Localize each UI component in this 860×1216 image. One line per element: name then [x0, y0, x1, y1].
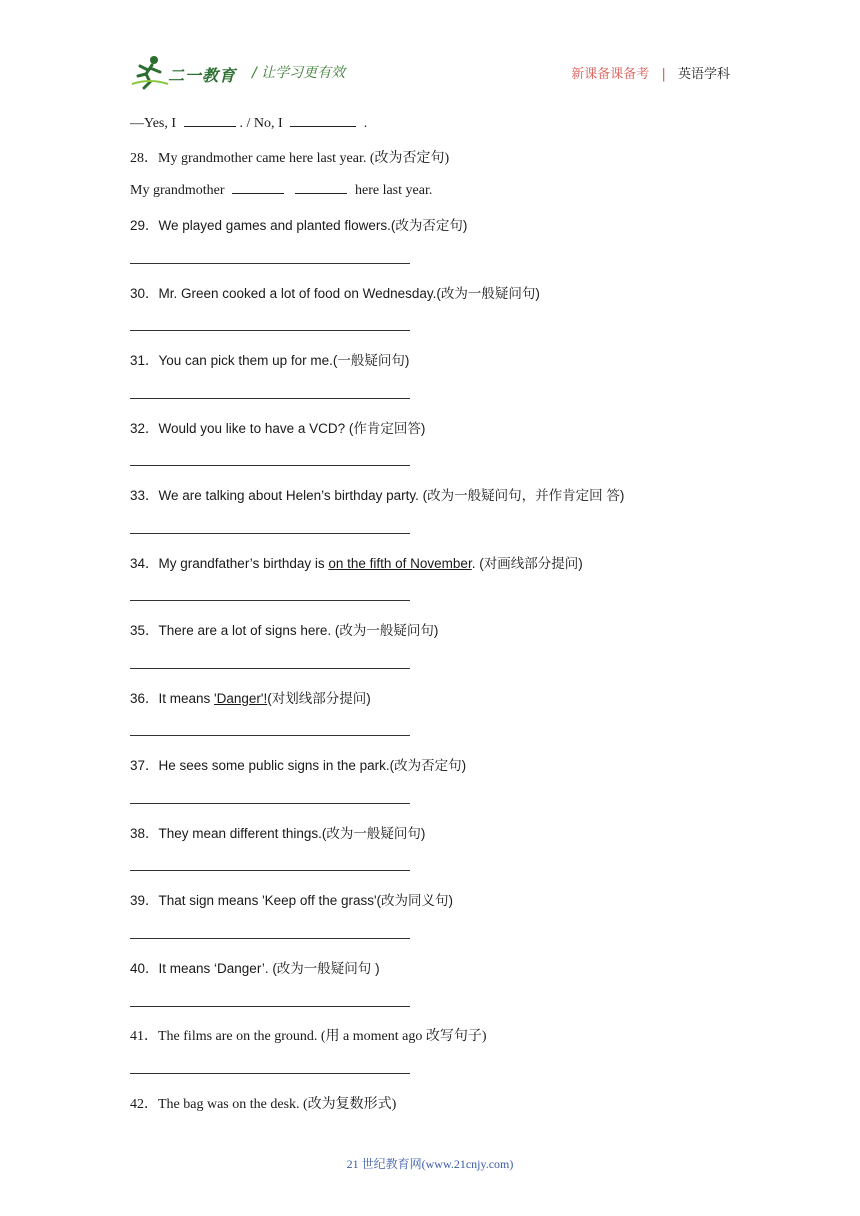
answer-line[interactable] — [130, 870, 410, 871]
answer-line[interactable] — [130, 803, 410, 804]
question-34 — [130, 552, 583, 572]
fill-blank[interactable] — [295, 181, 347, 194]
fill-blank[interactable] — [184, 114, 236, 127]
text-fragment: 34．My grandfather’s birthday is — [130, 556, 329, 571]
question-30: 30．Mr. Green cooked a lot of food on Wednesday.(改为一般疑问句) — [130, 286, 540, 301]
question-35: 35．There are a lot of signs here. (改为一般疑问句) — [130, 623, 439, 638]
text-fragment: . (对画线部分提问) — [471, 556, 583, 571]
question-31: 31．You can pick them up for me.(一般疑问句) — [130, 353, 410, 368]
text-fragment: —Yes, I — [130, 116, 177, 131]
text-fragment: My grandmother — [130, 183, 225, 198]
text-fragment: . — [363, 116, 368, 131]
answer-line[interactable] — [130, 330, 410, 331]
header-tag-subject: 英语学科 — [677, 67, 730, 82]
answer-line[interactable] — [130, 465, 410, 466]
text-fragment: . / No, I — [239, 116, 283, 131]
answer-line[interactable] — [130, 735, 410, 736]
answer-line-28 — [130, 181, 432, 199]
question-40: 40．It means ‘Danger’. (改为一般疑问句 ) — [130, 961, 380, 976]
runner-logo-icon — [130, 54, 170, 90]
fill-blank[interactable] — [290, 114, 356, 127]
question-42: 42．The bag was on the desk. (改为复数形式) — [130, 1097, 397, 1112]
underlined-text: on the fifth of November — [328, 556, 472, 571]
logo — [130, 54, 240, 90]
question-29: 29．We played games and planted flowers.(改为否定句) — [130, 218, 468, 233]
logo-text: 二一教育 — [168, 66, 237, 85]
answer-line[interactable] — [130, 668, 410, 669]
fill-blank[interactable] — [232, 181, 284, 194]
answer-line[interactable] — [130, 938, 410, 939]
text-fragment: (对划线部分提问) — [267, 691, 371, 706]
answer-line[interactable] — [130, 398, 410, 399]
page-footer: 21 世纪教育网(www.21cnjy.com) — [346, 1157, 514, 1171]
slogan: / 让学习更有效 — [252, 65, 346, 81]
header-right — [571, 63, 730, 82]
underlined-text: 'Danger'! — [214, 691, 268, 706]
header-tag-course: 新课备课备考 — [571, 67, 650, 82]
answer-line-yes-no — [130, 114, 367, 132]
text-fragment: here last year. — [354, 183, 433, 198]
answer-line[interactable] — [130, 1073, 410, 1074]
question-33: 33．We are talking about Helen’s birthday party. (改为一般疑问句，并作肯定回 答) — [130, 488, 625, 503]
page-header — [130, 54, 730, 94]
question-32: 32．Would you like to have a VCD? (作肯定回答) — [130, 421, 426, 436]
answer-line[interactable] — [130, 533, 410, 534]
answer-line[interactable] — [130, 600, 410, 601]
answer-line[interactable] — [130, 1006, 410, 1007]
header-separator: | — [661, 67, 666, 82]
question-39: 39．That sign means 'Keep off the grass'(改为同义句) — [130, 893, 454, 908]
question-36 — [130, 687, 371, 707]
question-28: 28．My grandmother came here last year. (改为否定句) — [130, 151, 450, 166]
answer-line[interactable] — [130, 263, 410, 264]
text-fragment: 36．It means — [130, 691, 215, 706]
question-41: 41．The films are on the ground. (用 a moment ago 改写句子) — [130, 1029, 487, 1044]
question-38: 38．They mean different things.(改为一般疑问句) — [130, 826, 426, 841]
question-37: 37．He sees some public signs in the park.(改为否定句) — [130, 758, 467, 773]
